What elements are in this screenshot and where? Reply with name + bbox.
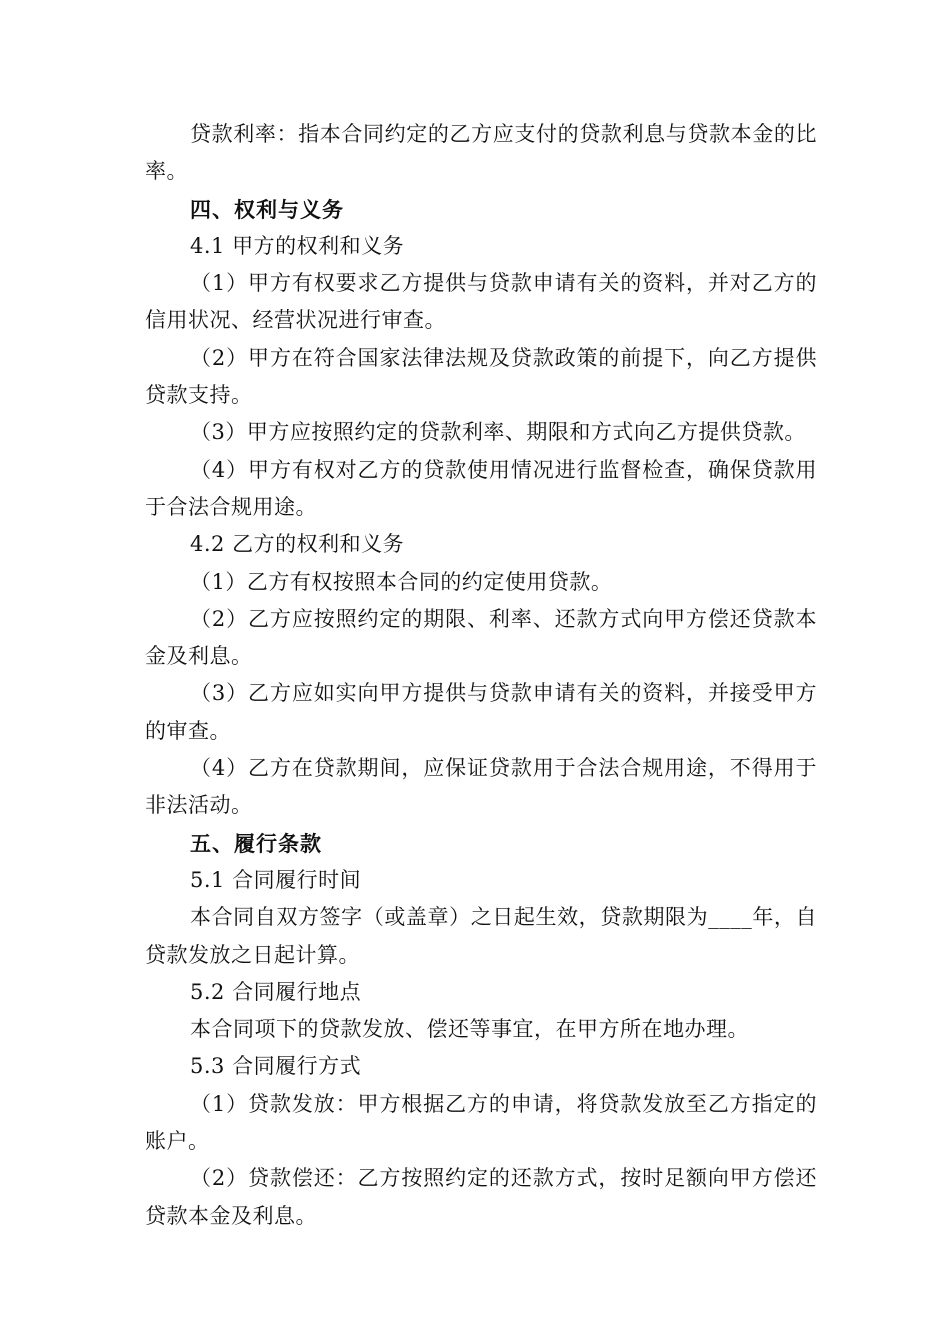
- list-item: （3）乙方应如实向甲方提供与贷款申请有关的资料，并接受甲方的审查。: [145, 681, 817, 743]
- paragraph-loan-rate-definition: 贷款利率：指本合同约定的乙方应支付的贷款利息与贷款本金的比率。: [145, 122, 817, 184]
- document-body: [145, 116, 817, 1235]
- list-item: （2）乙方应按照约定的期限、利率、还款方式向甲方偿还贷款本金及利息。: [145, 606, 817, 669]
- list-item: （4）甲方有权对乙方的贷款使用情况进行监督检查，确保贷款用于合法合规用途。: [145, 457, 817, 519]
- paragraph-performance-place: 本合同项下的贷款发放、偿还等事宜，在甲方所在地办理。: [190, 1017, 749, 1042]
- list-item: （2）贷款偿还：乙方按照约定的还款方式，按时足额向甲方偿还贷款本金及利息。: [145, 1166, 817, 1228]
- section-heading-rights-obligations: 四、权利与义务: [190, 196, 344, 222]
- list-item: （1）乙方有权按照本合同的约定使用贷款。: [190, 569, 613, 594]
- subsection-title-5-1: 5.1 合同履行时间: [190, 867, 362, 892]
- list-item: （1）甲方有权要求乙方提供与贷款申请有关的资料，并对乙方的信用状况、经营状况进行审查。: [145, 271, 817, 333]
- subsection-title-5-3: 5.3 合同履行方式: [190, 1054, 362, 1079]
- list-item: （1）贷款发放：甲方根据乙方的申请，将贷款发放至乙方指定的账户。: [145, 1091, 817, 1154]
- list-item: （3）甲方应按照约定的贷款利率、期限和方式向乙方提供贷款。: [190, 420, 806, 445]
- paragraph-performance-time: 本合同自双方签字（或盖章）之日起生效，贷款期限为____年，自贷款发放之日起计算。: [145, 905, 817, 967]
- subsection-title-4-2: 4.2 乙方的权利和义务: [190, 532, 405, 557]
- subsection-title-4-1: 4.1 甲方的权利和义务: [190, 233, 405, 258]
- list-item: （2）甲方在符合国家法律法规及贷款政策的前提下，向乙方提供贷款支持。: [145, 345, 817, 408]
- section-heading-performance-terms: 五、履行条款: [190, 830, 322, 856]
- subsection-title-5-2: 5.2 合同履行地点: [190, 979, 362, 1004]
- list-item: （4）乙方在贷款期间，应保证贷款用于合法合规用途，不得用于非法活动。: [145, 756, 817, 818]
